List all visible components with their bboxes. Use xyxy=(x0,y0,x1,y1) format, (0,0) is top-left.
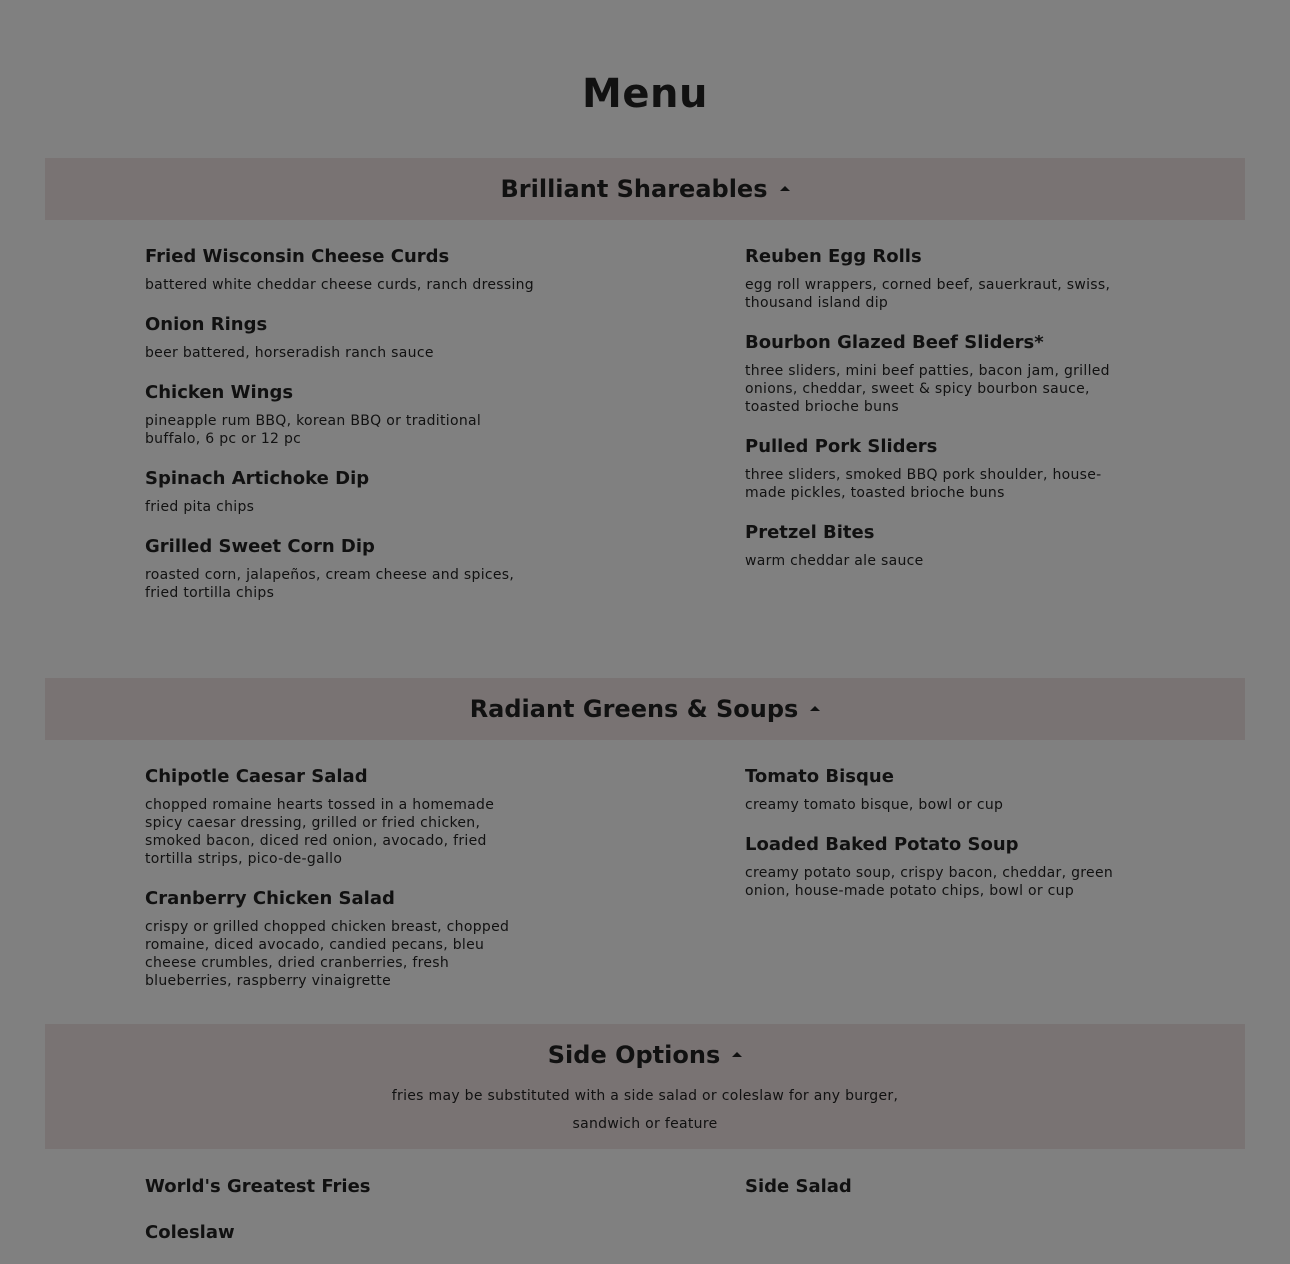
menu-item xyxy=(145,246,535,294)
menu-item xyxy=(145,888,535,990)
menu-item xyxy=(745,246,1135,312)
menu-item-name: Onion Rings xyxy=(145,314,268,335)
section-note: fries may be substituted with a side salad or coleslaw for any burger, sandwich or feature xyxy=(391,1088,899,1132)
menu-item-description: warm cheddar ale sauce xyxy=(745,553,924,569)
menu-item-description: three sliders, mini beef patties, bacon jam, grilled onions, cheddar, sweet & spicy bourbon sauce, toasted brioche buns xyxy=(745,363,1110,415)
menu-item-description: chopped romaine hearts tossed in a homemade spicy caesar dressing, grilled or fried chicken, smoked bacon, diced red onion, avocado, fried tortilla strips, pico-de-gallo xyxy=(145,797,495,867)
menu-item-description: crispy or grilled chopped chicken breast, chopped romaine, diced avocado, candied pecans, bleu cheese crumbles, dried cranberries, fresh blueberries, raspberry vinaigrette xyxy=(145,919,510,989)
caret-up-icon[interactable] xyxy=(810,706,820,711)
menu-item-description: creamy tomato bisque, bowl or cup xyxy=(745,797,1004,813)
menu-item-description: egg roll wrappers, corned beef, sauerkraut, swiss, thousand island dip xyxy=(745,277,1111,311)
caret-up-icon[interactable] xyxy=(732,1052,742,1057)
menu-item-name: Tomato Bisque xyxy=(745,766,894,787)
menu-item xyxy=(745,522,1135,570)
menu-item xyxy=(145,536,535,602)
menu-item xyxy=(745,436,1135,502)
menu-item-description: fried pita chips xyxy=(145,499,255,515)
menu-item-name: Side Salad xyxy=(745,1176,852,1197)
menu-item-name: Reuben Egg Rolls xyxy=(745,246,922,267)
menu-item-name: Coleslaw xyxy=(145,1222,235,1243)
menu-item-name: Cranberry Chicken Salad xyxy=(145,888,395,909)
greens-left-column xyxy=(145,766,535,1010)
shareables-right-column xyxy=(745,246,1135,590)
menu-item-description: three sliders, smoked BBQ pork shoulder, house-made pickles, toasted brioche buns xyxy=(745,467,1102,501)
menu-item-name: Chipotle Caesar Salad xyxy=(145,766,368,787)
menu-item-name: Pulled Pork Sliders xyxy=(745,436,938,457)
menu-item xyxy=(145,1176,535,1198)
page-title: Menu xyxy=(582,71,708,117)
menu-item-description: creamy potato soup, crispy bacon, cheddar, green onion, house-made potato chips, bowl or cup xyxy=(745,865,1114,899)
section-header-greens-soups[interactable] xyxy=(45,678,1245,740)
menu-item xyxy=(145,382,535,448)
sides-left-column xyxy=(145,1176,535,1264)
menu-item xyxy=(745,766,1135,814)
menu-item-name: World's Greatest Fries xyxy=(145,1176,371,1197)
greens-right-column xyxy=(745,766,1135,920)
section-header-side-options[interactable] xyxy=(45,1024,1245,1149)
menu-item-name: Spinach Artichoke Dip xyxy=(145,468,370,489)
menu-item xyxy=(145,314,535,362)
menu-item xyxy=(145,766,535,868)
menu-item-name: Bourbon Glazed Beef Sliders* xyxy=(745,332,1044,353)
menu-item-description: beer battered, horseradish ranch sauce xyxy=(145,345,434,361)
section-header-shareables[interactable] xyxy=(45,158,1245,220)
menu-item-name: Grilled Sweet Corn Dip xyxy=(145,536,375,557)
menu-item-description: pineapple rum BBQ, korean BBQ or traditional buffalo, 6 pc or 12 pc xyxy=(145,413,482,447)
menu-item-name: Pretzel Bites xyxy=(745,522,875,543)
section-title-shareables: Brilliant Shareables xyxy=(500,175,768,203)
shareables-left-column xyxy=(145,246,535,622)
section-title-side-options: Side Options xyxy=(547,1041,721,1069)
menu-item-name: Loaded Baked Potato Soup xyxy=(745,834,1019,855)
menu-item-name: Fried Wisconsin Cheese Curds xyxy=(145,246,450,267)
menu-item xyxy=(145,1222,535,1244)
menu-item-description: roasted corn, jalapeños, cream cheese and spices, fried tortilla chips xyxy=(145,567,515,601)
sides-right-column xyxy=(745,1176,1135,1218)
caret-up-icon[interactable] xyxy=(780,186,790,191)
menu-item xyxy=(745,1176,1135,1198)
menu-item xyxy=(745,834,1135,900)
section-title-greens-soups: Radiant Greens & Soups xyxy=(469,695,799,723)
menu-item-name: Chicken Wings xyxy=(145,382,294,403)
menu-item xyxy=(145,468,535,516)
menu-item-description: battered white cheddar cheese curds, ranch dressing xyxy=(145,277,534,293)
menu-item xyxy=(745,332,1135,416)
